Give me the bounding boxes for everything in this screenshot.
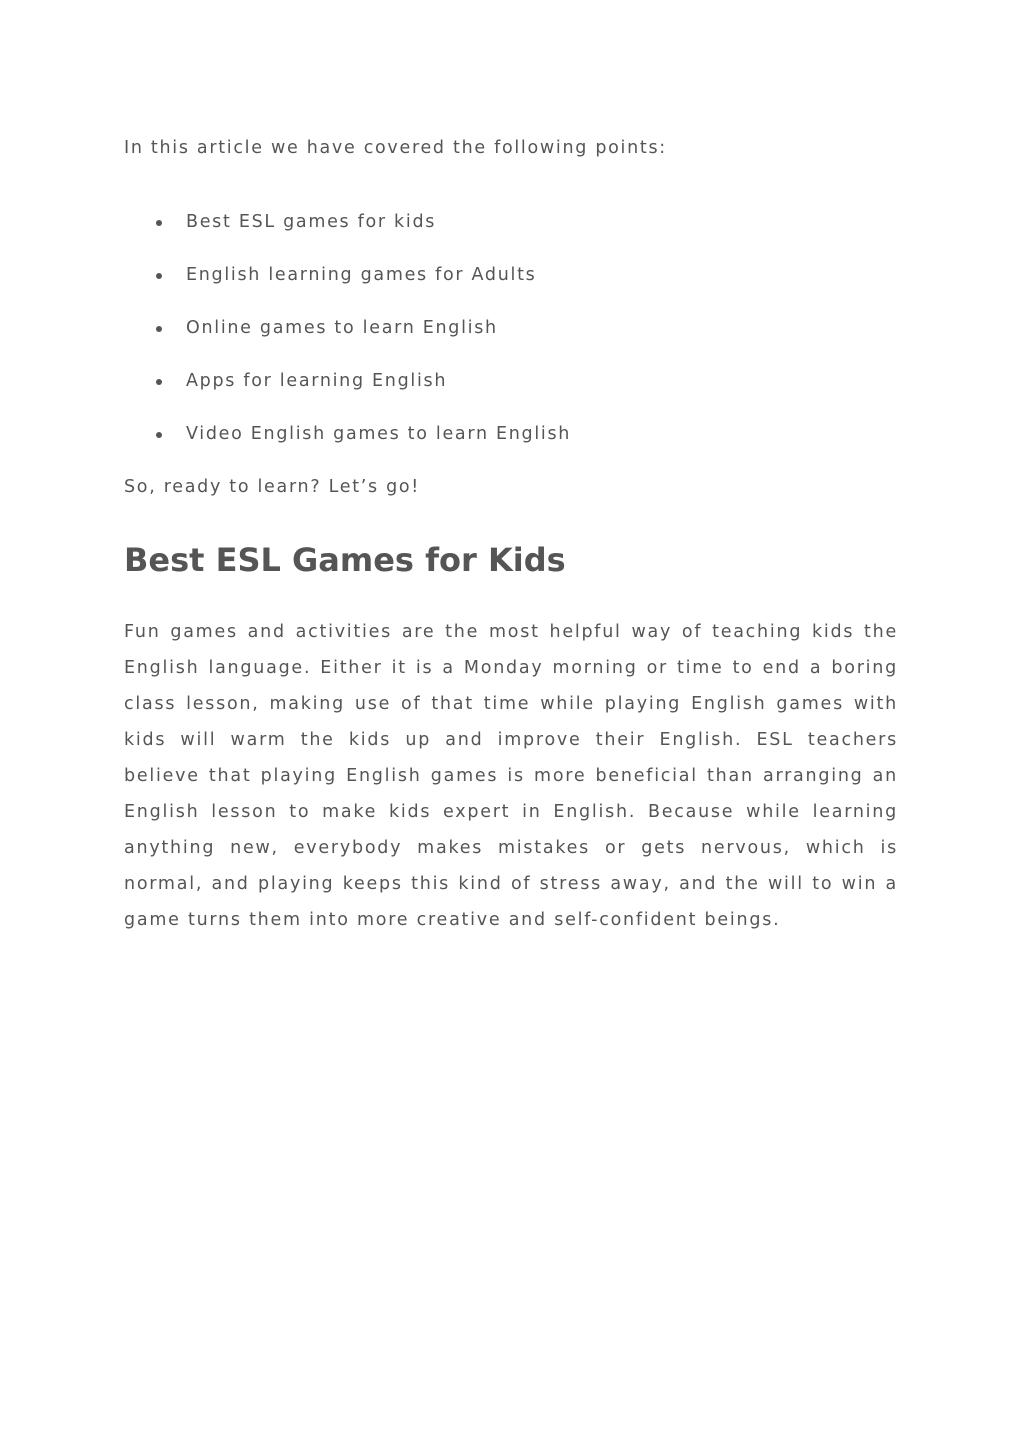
- bullet-icon: [156, 432, 162, 438]
- bullet-icon: [156, 273, 162, 279]
- bullet-icon: [156, 379, 162, 385]
- points-list: [124, 210, 571, 475]
- section-heading: Best ESL Games for Kids: [124, 541, 566, 579]
- list-item: [124, 210, 571, 263]
- intro-text: In this article we have covered the following points:: [124, 138, 667, 158]
- list-item-label: Online games to learn English: [186, 318, 498, 338]
- list-item: [124, 422, 571, 475]
- list-item: [124, 316, 571, 369]
- list-item-label: English learning games for Adults: [186, 265, 537, 285]
- list-item: [124, 263, 571, 316]
- list-item: [124, 369, 571, 422]
- bullet-icon: [156, 326, 162, 332]
- bullet-icon: [156, 220, 162, 226]
- list-item-label: Best ESL games for kids: [186, 212, 437, 232]
- list-item-label: Video English games to learn English: [186, 424, 572, 444]
- section-paragraph: Fun games and activities are the most helpful way of teaching kids the English language. Either it is a Monday morning or time to end a boring class lesson, making use of that time while playing English games with kids will warm the kids up and improve their English. ESL teachers believe that playing English games is more beneficial than arranging an English lesson to make kids expert in English. Because while learning anything new, everybody makes mistakes or gets nervous, which is normal, and playing keeps this kind of stress away, and the will to win a game turns them into more creative and self-confident beings.: [124, 622, 898, 930]
- closing-text: So, ready to learn? Let’s go!: [124, 477, 421, 497]
- list-item-label: Apps for learning English: [186, 371, 448, 391]
